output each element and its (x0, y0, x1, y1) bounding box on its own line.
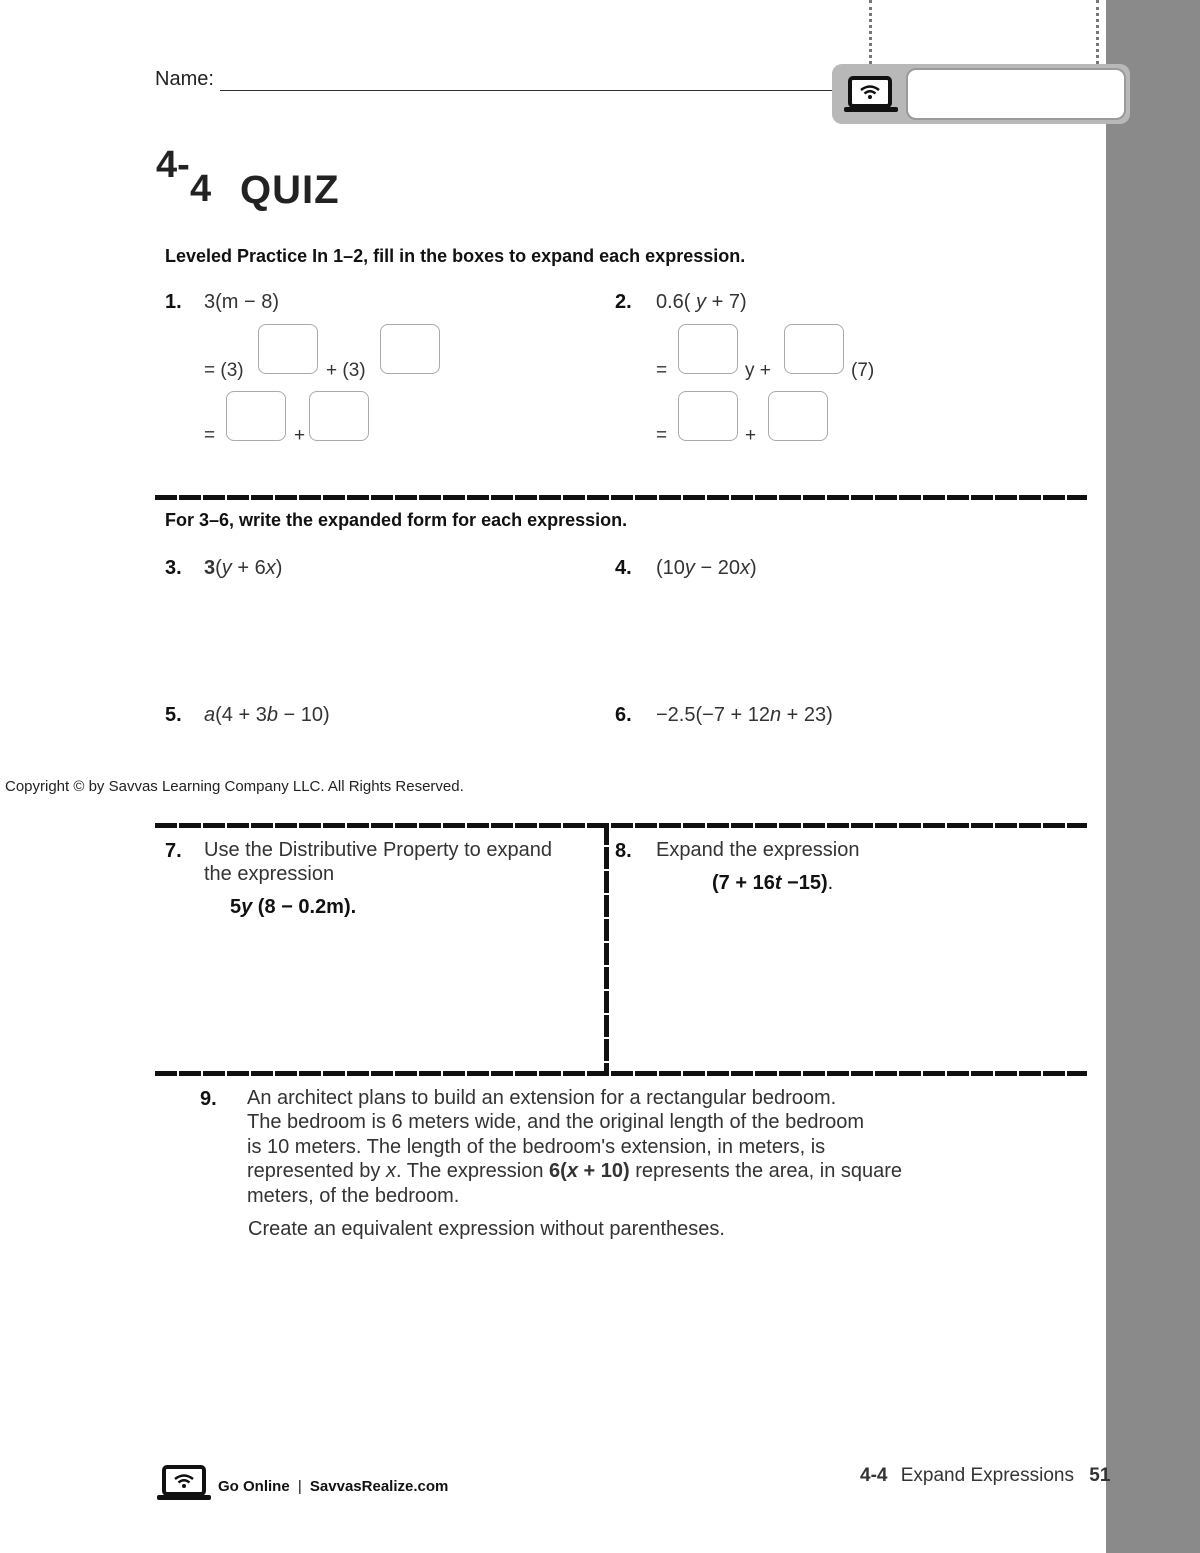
instruction-1-2: Leveled Practice In 1–2, fill in the boxes to expand each expression. (165, 246, 746, 266)
q5-var-b: b (266, 704, 278, 726)
q7-rest: (8 − 0.2m). (252, 896, 357, 918)
q8-expr-a: (7 + 16 (712, 872, 775, 894)
q3-var-y: y (221, 557, 232, 579)
name-field[interactable] (220, 90, 840, 91)
question-number: 4. (615, 557, 632, 579)
q9-line4-a: represented by (247, 1160, 386, 1182)
q2-expr-prefix: 0.6( (656, 291, 691, 313)
q6-var-n: n (769, 704, 782, 726)
q2-expr-var: y (696, 291, 707, 313)
section-divider (155, 1071, 1087, 1076)
q7-var-y: y (241, 896, 253, 918)
q4-mid: − 20 (694, 557, 740, 579)
q9-var-x: x (385, 1160, 396, 1182)
instruction-3-6: For 3–6, write the expanded form for each expression. (165, 510, 628, 530)
q9-expr-var: x (566, 1160, 578, 1182)
laptop-wifi-icon (842, 74, 900, 121)
q3-expression (204, 557, 282, 580)
answer-box[interactable] (226, 391, 286, 441)
q2-expression (656, 291, 747, 314)
q6-expression (656, 704, 833, 727)
q9-expr-b: + 10) (577, 1160, 630, 1182)
footer-separator: | (297, 1478, 302, 1495)
q7-coef: 5 (230, 896, 242, 918)
copyright-notice: Copyright © by Savvas Learning Company LLC. All Rights Reserved. (5, 778, 464, 795)
site-url: SavvasRealize.com (309, 1478, 449, 1495)
answer-box[interactable] (678, 324, 738, 374)
q9-line3: is 10 meters. The length of the bedroom's extension, in meters, is (247, 1136, 826, 1158)
q2-equals: = (656, 425, 668, 446)
q3-mid: + 6 (231, 557, 266, 579)
lesson-number: 4- (156, 144, 190, 186)
q5-mid: (4 + 3 (215, 704, 267, 726)
q2-end: (7) (851, 360, 875, 381)
q4-open: (10 (656, 557, 685, 579)
side-strip (1106, 0, 1200, 1553)
dotted-guide (869, 0, 872, 64)
q6-close: + 23) (781, 704, 833, 726)
q5-expression (204, 704, 330, 727)
q9-expr-a: 6( (549, 1160, 567, 1182)
q1-equals: = (3) (204, 360, 244, 381)
q9-line4 (247, 1159, 902, 1184)
q9-line2: The bedroom is 6 meters wide, and the original length of the bedroom (247, 1111, 865, 1133)
q9-line1: An architect plans to build an extension for a rectangular bedroom. (247, 1087, 837, 1109)
question-number: 2. (615, 291, 632, 313)
q9-line4-b: . The expression (395, 1160, 550, 1182)
answer-box[interactable] (768, 391, 828, 441)
q8-expr-b: −15) (781, 872, 828, 894)
q4-var-y: y (684, 557, 695, 579)
q4-expression (656, 557, 757, 580)
question-number: 9. (200, 1088, 217, 1110)
q4-var-x: x (739, 557, 750, 579)
dotted-guide (1096, 0, 1099, 64)
footer-lesson: 4-4 (860, 1465, 888, 1486)
question-number: 3. (165, 557, 182, 579)
page-title: QUIZ (240, 168, 340, 212)
answer-box[interactable] (380, 324, 440, 374)
section-divider (155, 495, 1087, 500)
answer-box[interactable] (784, 324, 844, 374)
q9-line4-c: represents the area, in square (629, 1160, 903, 1182)
go-online-link[interactable] (218, 1478, 448, 1495)
answer-box[interactable] (258, 324, 318, 374)
q1-operator: + (3) (326, 360, 366, 381)
q4-close: ) (749, 557, 757, 579)
q9-prompt: Create an equivalent expression without parentheses. (248, 1218, 725, 1240)
q8-text: Expand the expression (656, 839, 860, 861)
page-footer (860, 1465, 1110, 1487)
q2-operator: + (745, 425, 757, 446)
q2-mid: y + (745, 360, 771, 381)
section-divider (155, 823, 1087, 828)
go-online-label: Go Online (218, 1478, 290, 1495)
answer-box[interactable] (309, 391, 369, 441)
lesson-number: 4 (190, 168, 212, 210)
q1-expression: 3(m − 8) (204, 291, 280, 313)
column-divider (604, 823, 609, 1075)
q7-expression (230, 896, 356, 919)
q7-line1: Use the Distributive Property to expand (204, 839, 552, 861)
q2-expr-suffix: + 7) (706, 291, 747, 313)
question-number: 8. (615, 840, 632, 862)
q9-line5: meters, of the bedroom. (247, 1185, 460, 1207)
question-number: 7. (165, 840, 182, 862)
question-number: 1. (165, 291, 182, 313)
q5-var-a: a (204, 704, 216, 726)
name-label: Name: (155, 68, 214, 90)
q8-period: . (827, 872, 834, 894)
q3-close: ) (275, 557, 283, 579)
page-number: 51 (1089, 1465, 1111, 1486)
q8-expression (712, 872, 833, 895)
q1-operator: + (294, 425, 306, 446)
q5-close: − 10) (277, 704, 330, 726)
q7-line2: the expression (204, 863, 335, 885)
footer-lesson-title: Expand Expressions (900, 1465, 1074, 1486)
q3-open: ( (215, 557, 222, 579)
answer-box[interactable] (678, 391, 738, 441)
q1-equals: = (204, 425, 216, 446)
q3-coef: 3 (204, 557, 216, 579)
q6-pre: −2.5(−7 + 12 (656, 704, 770, 726)
q8-var-t: t (774, 872, 782, 894)
question-number: 5. (165, 704, 182, 726)
q3-var-x: x (265, 557, 276, 579)
question-number: 6. (615, 704, 632, 726)
laptop-wifi-icon (157, 1464, 211, 1507)
q2-equals: = (656, 360, 668, 381)
online-code-box[interactable] (906, 68, 1126, 120)
